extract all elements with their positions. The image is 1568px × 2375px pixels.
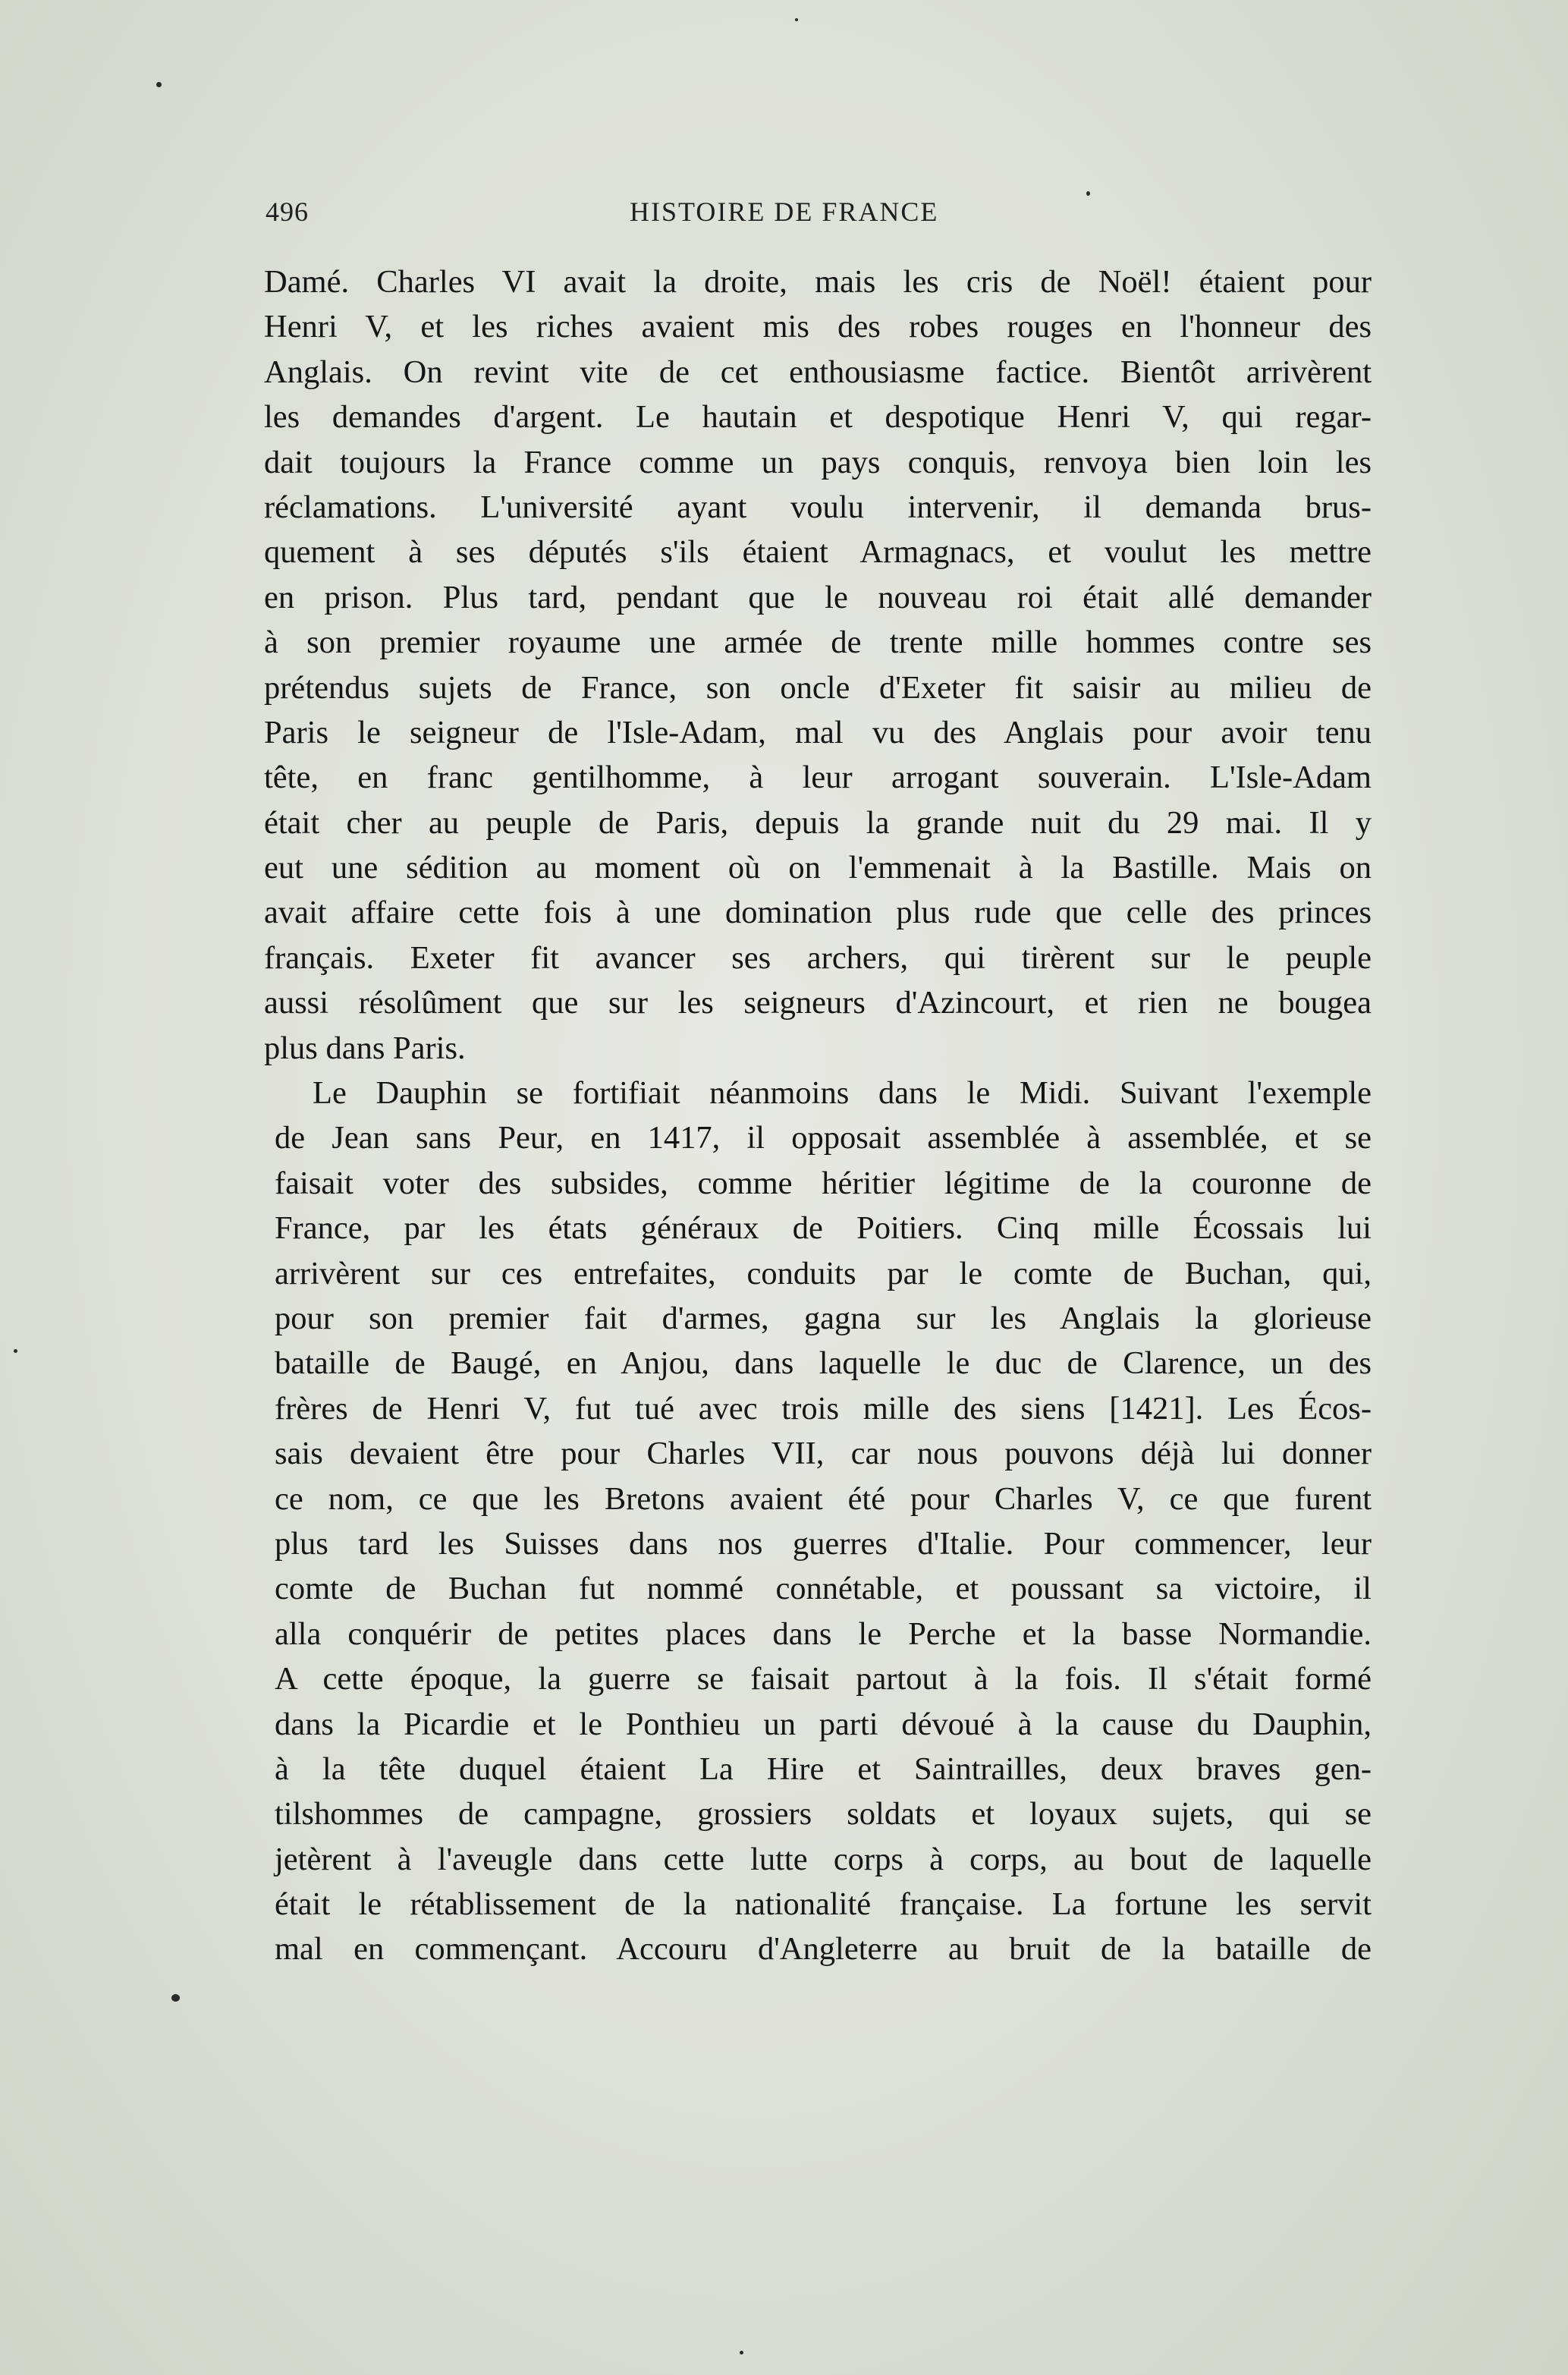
text-line: dait toujours la France comme un pays conquis, renvoya bien loin les: [264, 444, 1372, 480]
text-line: dans la Picardie et le Ponthieu un parti dévoué à la cause du Dauphin,: [275, 1706, 1372, 1742]
text-line: les demandes d'argent. Le hautain et despotique Henri V, qui regar-: [264, 399, 1372, 436]
body-text: [264, 260, 1372, 1972]
text-line: Anglais. On revint vite de cet enthousiasme factice. Bientôt arrivèrent: [264, 354, 1372, 390]
text-line: était cher au peuple de Paris, depuis la grande nuit du 29 mai. Il y: [264, 804, 1372, 841]
text-line: était le rétablissement de la nationalité française. La fortune les servit: [275, 1886, 1372, 1923]
paper-speck: [795, 18, 798, 21]
paper-speck: [171, 1994, 180, 2002]
text-line: réclamations. L'université ayant voulu intervenir, il demanda brus-: [264, 489, 1372, 525]
text-line: eut une sédition au moment où on l'emmenait à la Bastille. Mais on: [264, 850, 1372, 886]
text-line: comte de Buchan fut nommé connétable, et poussant sa victoire, il: [275, 1571, 1372, 1607]
text-line: frères de Henri V, fut tué avec trois mille des siens [1421]. Les Écos-: [275, 1390, 1372, 1427]
paragraph-1: [264, 260, 1372, 1071]
text-line: plus tard les Suisses dans nos guerres d'Italie. Pour commencer, leur: [275, 1525, 1372, 1562]
text-line: quement à ses députés s'ils étaient Armagnacs, et voulut les mettre: [264, 534, 1372, 571]
text-line: A cette époque, la guerre se faisait partout à la fois. Il s'était formé: [275, 1661, 1372, 1697]
page-number: 496: [266, 197, 309, 227]
paragraph-2: [264, 1071, 1372, 1972]
text-line: pour son premier fait d'armes, gagna sur les Anglais la glorieuse: [275, 1300, 1372, 1336]
text-line: français. Exeter fit avancer ses archers, qui tirèrent sur le peuple: [264, 939, 1372, 976]
text-line: jetèrent à l'aveugle dans cette lutte corps à corps, au bout de laquelle: [275, 1841, 1372, 1877]
text-line: mal en commençant. Accouru d'Angleterre au bruit de la bataille de: [275, 1931, 1372, 1968]
paper-speck: [740, 2351, 743, 2355]
text-line: sais devaient être pour Charles VII, car nous pouvons déjà lui donner: [275, 1436, 1372, 1472]
text-line: prétendus sujets de France, son oncle d'Exeter fit saisir au milieu de: [264, 669, 1372, 706]
text-line: plus dans Paris.: [264, 1030, 466, 1066]
text-line: en prison. Plus tard, pendant que le nouveau roi était allé demander: [264, 579, 1372, 615]
text-line: alla conquérir de petites places dans le Perche et la basse Normandie.: [275, 1615, 1372, 1652]
paper-speck: [14, 1349, 17, 1353]
text-line: bataille de Baugé, en Anjou, dans laquelle le duc de Clarence, un des: [275, 1345, 1372, 1382]
text-line: ce nom, ce que les Bretons avaient été pour Charles V, ce que furent: [275, 1480, 1372, 1517]
paper-speck: [156, 82, 162, 87]
text-line: à la tête duquel étaient La Hire et Saintrailles, deux braves gen-: [275, 1751, 1372, 1787]
running-title: HISTOIRE DE FRANCE: [630, 197, 939, 227]
paper-speck: [1086, 191, 1090, 196]
text-line: Henri V, et les riches avaient mis des robes rouges en l'honneur des: [264, 309, 1372, 345]
text-line: de Jean sans Peur, en 1417, il opposait assemblée à assemblée, et se: [275, 1120, 1372, 1156]
text-line: tilshommes de campagne, grossiers soldats et loyaux sujets, qui se: [275, 1796, 1372, 1832]
text-line: tête, en franc gentilhomme, à leur arrogant souverain. L'Isle-Adam: [264, 760, 1372, 796]
text-line: Damé. Charles VI avait la droite, mais les cris de Noël! étaient pour: [264, 264, 1372, 300]
page-header: [258, 196, 1381, 241]
text-line: arrivèrent sur ces entrefaites, conduits par le comte de Buchan, qui,: [275, 1255, 1372, 1291]
text-line: faisait voter des subsides, comme héritier légitime de la couronne de: [275, 1165, 1372, 1201]
text-line: aussi résolûment que sur les seigneurs d'Azincourt, et rien ne bougea: [264, 985, 1372, 1021]
text-line: à son premier royaume une armée de trente mille hommes contre ses: [264, 624, 1372, 661]
text-line: France, par les états généraux de Poitiers. Cinq mille Écossais lui: [275, 1210, 1372, 1247]
text-line: avait affaire cette fois à une domination plus rude que celle des princes: [264, 895, 1372, 931]
text-line: Le Dauphin se fortifiait néanmoins dans le Midi. Suivant l'exemple: [313, 1075, 1372, 1112]
text-line: Paris le seigneur de l'Isle-Adam, mal vu des Anglais pour avoir tenu: [264, 714, 1372, 750]
